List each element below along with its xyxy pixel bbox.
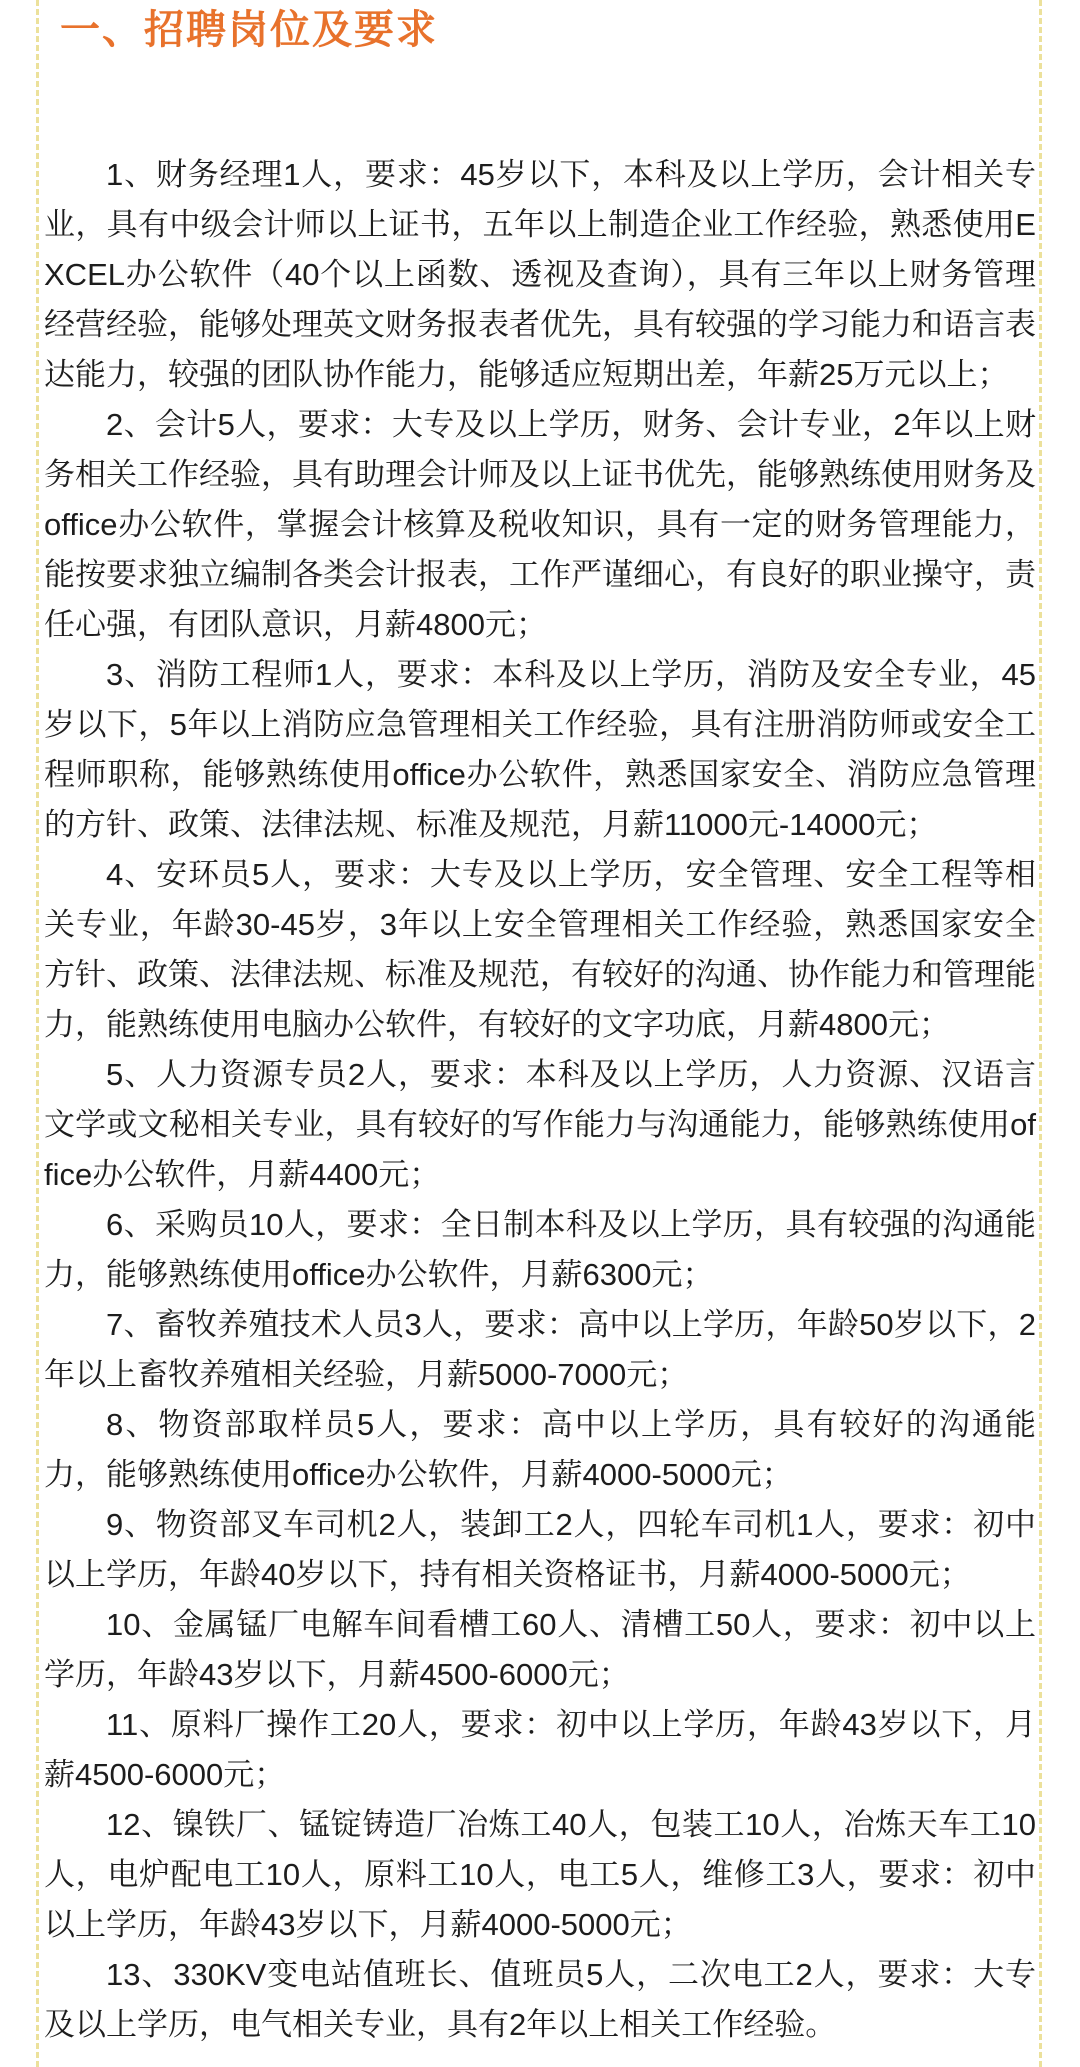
job-paragraph-1: 1、财务经理1人，要求：45岁以下，本科及以上学历，会计相关专业，具有中级会计师以上证书，五年以上制造企业工作经验，熟悉使用EXCEL办公软件（40个以上函数、透视及查询），具有三年以上财务管理经营经验，能够处理英文财务报表者优先，具有较强的学习能力和语言表达能力，较强的团队协作能力，能够适应短期出差，年薪25万元以上； bbox=[44, 157, 1036, 392]
job-paragraph-3: 3、消防工程师1人，要求：本科及以上学历，消防及安全专业，45岁以下，5年以上消防应急管理相关工作经验，具有注册消防师或安全工程师职称，能够熟练使用office办公软件，熟悉国家安全、消防应急管理的方针、政策、法律法规、标准及规范，月薪11000元-14000元； bbox=[44, 657, 1036, 842]
section-heading: 一、招聘岗位及要求 bbox=[60, 8, 438, 52]
right-dashed-border bbox=[1039, 0, 1042, 2067]
left-dashed-border bbox=[36, 0, 39, 2067]
job-paragraph-6: 6、采购员10人，要求：全日制本科及以上学历，具有较强的沟通能力，能够熟练使用office办公软件，月薪6300元； bbox=[44, 1207, 1036, 1292]
job-paragraph-11: 11、原料厂操作工20人，要求：初中以上学历，年龄43岁以下，月薪4500-6000元； bbox=[44, 1707, 1036, 1792]
job-paragraph-4: 4、安环员5人，要求：大专及以上学历，安全管理、安全工程等相关专业，年龄30-45岁，3年以上安全管理相关工作经验，熟悉国家安全方针、政策、法律法规、标准及规范，有较好的沟通、协作能力和管理能力，能熟练使用电脑办公软件，有较好的文字功底，月薪4800元； bbox=[44, 857, 1036, 1042]
job-paragraph-10: 10、金属锰厂电解车间看槽工60人、清槽工50人，要求：初中以上学历，年龄43岁以下，月薪4500-6000元； bbox=[44, 1607, 1036, 1692]
job-list bbox=[44, 150, 1036, 2050]
job-paragraph-13: 13、330KV变电站值班长、值班员5人，二次电工2人，要求：大专及以上学历，电气相关专业，具有2年以上相关工作经验。 bbox=[44, 1957, 1036, 2042]
job-paragraph-7: 7、畜牧养殖技术人员3人，要求：高中以上学历，年龄50岁以下，2年以上畜牧养殖相关经验，月薪5000-7000元； bbox=[44, 1307, 1036, 1392]
job-paragraph-2: 2、会计5人，要求：大专及以上学历，财务、会计专业，2年以上财务相关工作经验，具有助理会计师及以上证书优先，能够熟练使用财务及office办公软件，掌握会计核算及税收知识，具有一定的财务管理能力，能按要求独立编制各类会计报表，工作严谨细心，有良好的职业操守，责任心强，有团队意识，月薪4800元； bbox=[44, 407, 1036, 642]
article-content bbox=[44, 0, 1036, 2050]
job-paragraph-12: 12、镍铁厂、锰锭铸造厂冶炼工40人，包装工10人，冶炼天车工10人，电炉配电工10人，原料工10人，电工5人，维修工3人，要求：初中以上学历，年龄43岁以下，月薪4000-5000元； bbox=[44, 1807, 1036, 1942]
job-paragraph-9: 9、物资部叉车司机2人，装卸工2人，四轮车司机1人，要求：初中以上学历，年龄40岁以下，持有相关资格证书，月薪4000-5000元； bbox=[44, 1507, 1036, 1592]
job-paragraph-8: 8、物资部取样员5人，要求：高中以上学历，具有较好的沟通能力，能够熟练使用office办公软件，月薪4000-5000元； bbox=[44, 1407, 1036, 1492]
job-paragraph-5: 5、人力资源专员2人，要求：本科及以上学历，人力资源、汉语言文学或文秘相关专业，具有较好的写作能力与沟通能力，能够熟练使用office办公软件，月薪4400元； bbox=[44, 1057, 1036, 1192]
